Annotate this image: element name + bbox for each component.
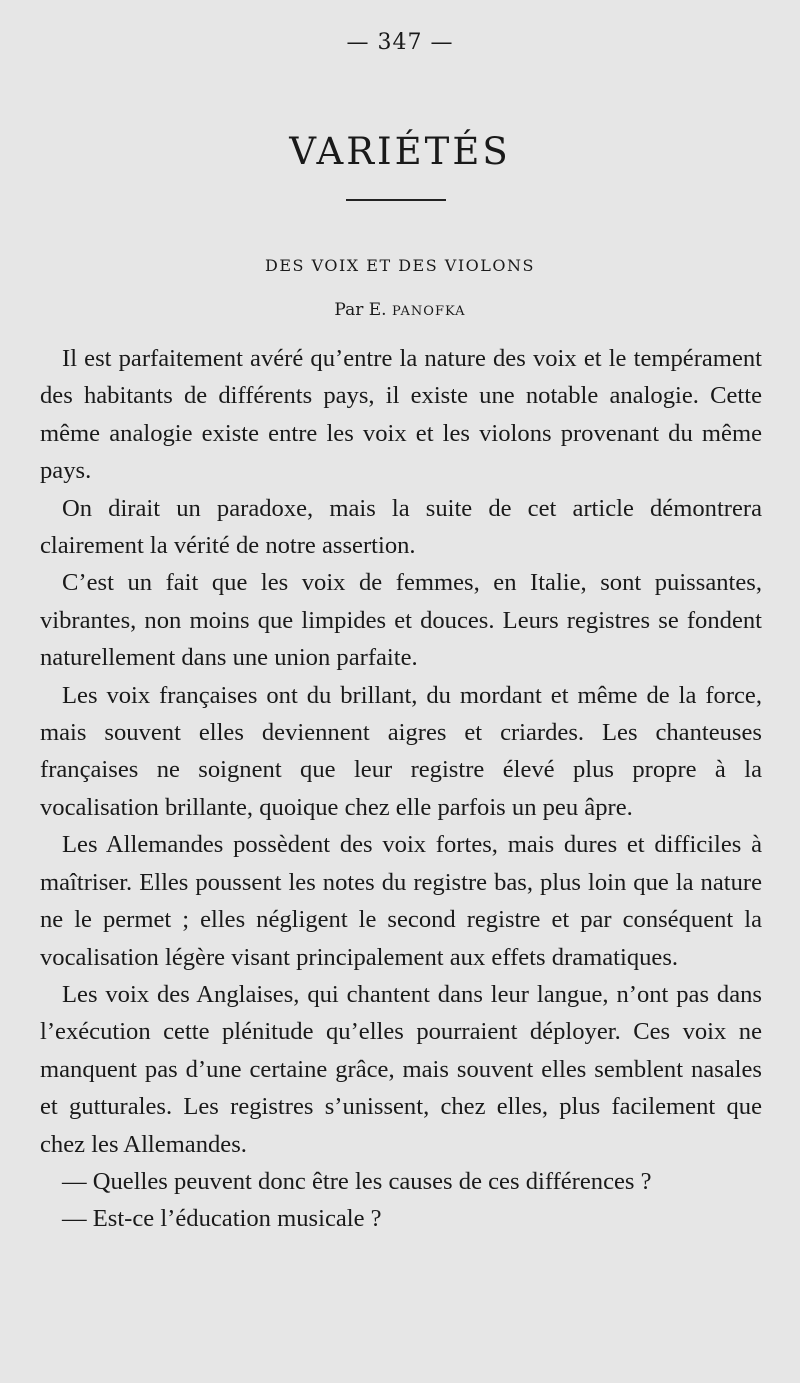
paragraph: Les voix françaises ont du brillant, du mordant et même de la force, mais souvent elles deviennent aigres et criardes. Les chanteuses françaises ne soignent que leur registre élevé plus propre à la vocalisation brillante, quoique chez elle parfois un peu âpre. xyxy=(40,681,762,821)
paragraph: C’est un fait que les voix de femmes, en Italie, sont puissantes, vibrantes, non moins que limpides et douces. Leurs registres se fondent naturellement dans une union parfaite. xyxy=(40,569,762,672)
page-number: — 347 — xyxy=(346,30,454,55)
paragraph: — Quelles peuvent donc être les causes de ces différences ? xyxy=(62,1167,652,1195)
paragraph: Les Allemandes possèdent des voix fortes, mais dures et difficiles à maîtriser. Elles poussent les notes du registre bas, plus loin que la nature ne le permet ; elles négligent le second registre et par conséquent la vocalisation légère visant principalement aux effets dramatiques. xyxy=(40,831,762,971)
article-title: DES VOIX ET DES VIOLONS xyxy=(265,256,535,275)
article-byline xyxy=(0,300,800,320)
article-body xyxy=(40,340,762,1238)
title-divider xyxy=(346,199,446,201)
paragraph: Il est parfaitement avéré qu’entre la nature des voix et le tempérament des habitants de différents pays, il existe une notable analogie. Cette même analogie existe entre les voix et les violons provenant du même pays. xyxy=(40,345,762,485)
section-title: VARIÉTÉS xyxy=(289,130,511,173)
paragraph: — Est-ce l’éducation musicale ? xyxy=(62,1205,382,1233)
paragraph: Les voix des Anglaises, qui chantent dans leur langue, n’ont pas dans l’exécution cette plénitude qu’elles pourraient déployer. Ces voix ne manquent pas d’une certaine grâce, mais souvent elles semblent nasales et gutturales. Les registres s’unissent, chez elles, plus facilement que chez les Allemandes. xyxy=(40,980,762,1158)
paragraph: On dirait un paradoxe, mais la suite de cet article démontrera clairement la vérité de notre assertion. xyxy=(40,494,762,560)
byline-prefix: Par E. xyxy=(334,300,392,320)
byline-author: PANOFKA xyxy=(391,304,466,319)
